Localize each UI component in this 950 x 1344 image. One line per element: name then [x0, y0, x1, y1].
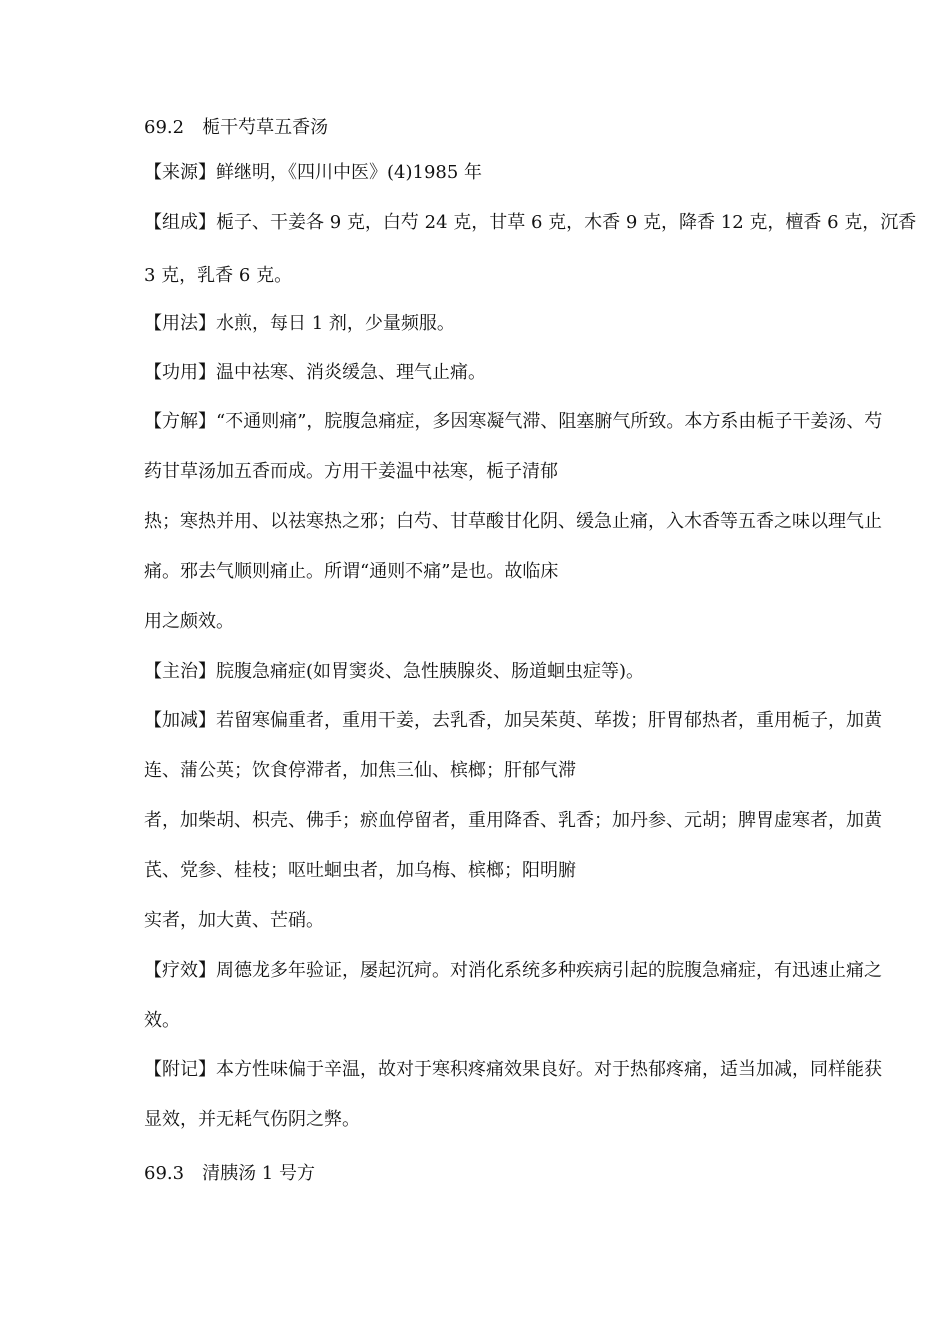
composition-line-2: 3 克，乳香 6 克。	[144, 265, 293, 286]
composition-line-1: 【组成】栀子、干姜各 9 克，白芍 24 克，甘草 6 克，木香 9 克，降香 12 克，檀香 6 克，沉香	[144, 212, 917, 233]
modification-line-1: 【加减】若留寒偏重者，重用干姜，去乳香，加吴茱萸、荜拨；肝胃郁热者，重用栀子，加黄	[144, 710, 882, 731]
explanation-line-3: 热；寒热并用、以祛寒热之邪；白芍、甘草酸甘化阴、缓急止痛，入木香等五香之味以理气止	[144, 511, 882, 532]
explanation-line-1: 【方解】“不通则痛”，脘腹急痛症，多因寒凝气滞、阻塞腑气所致。本方系由栀子干姜汤、芍	[144, 411, 883, 432]
section-heading-69-2: 69.2 栀干芍草五香汤	[144, 117, 329, 138]
efficacy-line-1: 【疗效】周德龙多年验证，屡起沉疴。对消化系统多种疾病引起的脘腹急痛症，有迅速止痛之	[144, 960, 882, 981]
note-line-1: 【附记】本方性味偏于辛温，故对于寒积疼痛效果良好。对于热郁疼痛，适当加减，同样能获	[144, 1059, 882, 1080]
explanation-line-2: 药甘草汤加五香而成。方用干姜温中祛寒，栀子清郁	[144, 461, 558, 482]
explanation-line-5: 用之颇效。	[144, 611, 234, 632]
note-line-2: 显效，并无耗气伤阴之弊。	[144, 1109, 360, 1130]
explanation-line-4: 痛。邪去气顺则痛止。所谓“通则不痛”是也。故临床	[144, 561, 559, 582]
modification-line-4: 芪、党参、桂枝；呕吐蛔虫者，加乌梅、槟榔；阳明腑	[144, 860, 576, 881]
modification-line-2: 连、蒲公英；饮食停滞者，加焦三仙、槟榔；肝郁气滞	[144, 760, 576, 781]
modification-line-5: 实者，加大黄、芒硝。	[144, 910, 324, 931]
efficacy-line-2: 效。	[144, 1010, 180, 1031]
source-line: 【来源】鲜继明，《四川中医》(4)1985 年	[144, 162, 483, 183]
usage-line: 【用法】水煎，每日 1 剂，少量频服。	[144, 313, 455, 334]
section-heading-69-3: 69.3 清胰汤 1 号方	[144, 1163, 315, 1184]
indication-line: 【主治】脘腹急痛症(如胃窦炎、急性胰腺炎、肠道蛔虫症等)。	[144, 661, 645, 682]
function-line: 【功用】温中祛寒、消炎缓急、理气止痛。	[144, 362, 486, 383]
modification-line-3: 者，加柴胡、枳壳、佛手；瘀血停留者，重用降香、乳香；加丹参、元胡；脾胃虚寒者，加黄	[144, 810, 882, 831]
